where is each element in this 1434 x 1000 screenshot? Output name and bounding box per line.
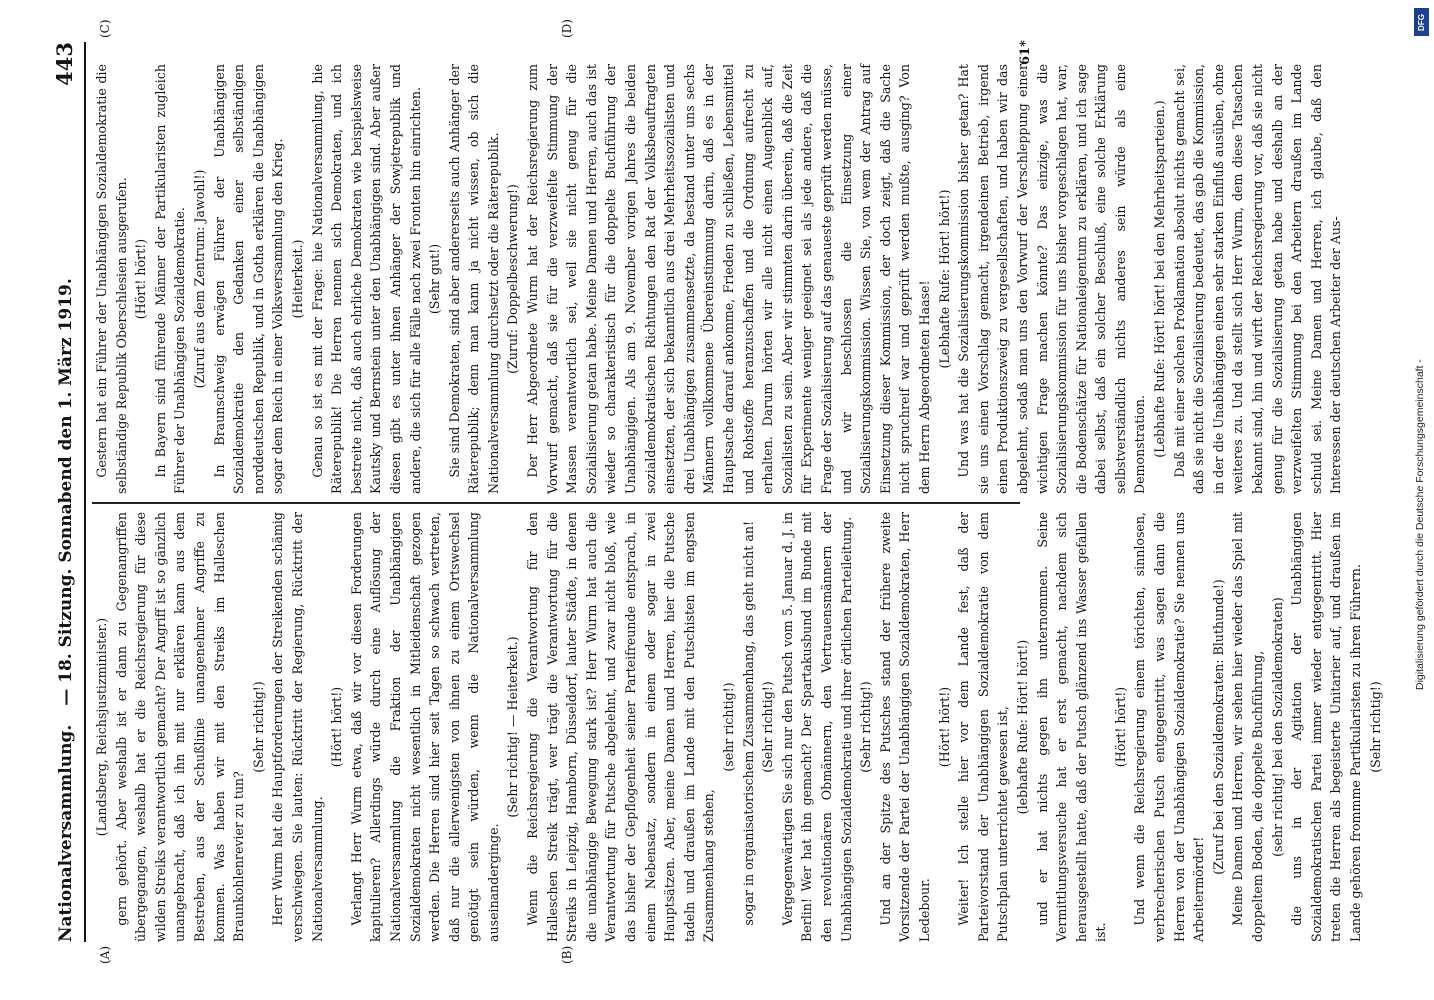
margin-marker-c: (C) [98, 19, 112, 38]
paragraph: die uns in der Agitation der Unabhängigen Sozialdemokratischen Partei immer wieder entgegentritt. Hier treten die Herren als begeisterte Unitarier auf, und draußen im Lande gehören frommme Partikularisten zu ihren Führern. [1289, 512, 1363, 942]
paragraph: In Braunschweig erwägen Führer der Unabhängigen Sozialdemokratie den Gedanken einer selbständigen norddeutschen Republik, und in Gotha erklären die Unabhängigen sogar dem Reich in einer Volksversammlung den Krieg. [211, 64, 286, 494]
paragraph: Und was hat die Sozialisierungskommission bisher getan? Hat sie uns einen Vorschlag gemacht, irgendeinen Betrieb, irgend einen Produktionszweig zu vergesellschaften, und haben wir das abgelehnt, sodaß man uns den Vorwurf der Verschleppung einer wichtigen Frage machen könnte? Das einzige, was die Sozialisierungskommission für uns bisher vorgeschlagen hat, war, die Bodenschätze für Nationaleigentum zu erklären, und ich sage dabei selbst, daß ein solcher Beschluß, eine solche Erklärung selbstverständlich nichts anderes sein würde als eine Demonstration. [956, 64, 1148, 494]
margin-marker-a: (A) [98, 945, 112, 964]
paragraph: Wenn die Reichsregierung die Verantwortung für den Halleschen Streik trägt, wer trägt die Verantwortung für die Streiks in Leipzig, Hamborn, Düsseldorf, lauter Städte, in denen die unabhängige Bewegung stark ist? Herr Wurm hat auch die Verantwortung für Putsche abgelehnt, und zwar nicht bloß, wie das bisher der Gepflogenheit seiner Parteifreunde entsprach, in einem Nebensatz, sondern in einem oder sogar in zwei Hauptsätzen. Aber, meine Damen und Herren, hier die Putsche tadeln und draußen im Lande mit den Putschisten im engsten Zusammenhang stehen, [525, 512, 717, 942]
header-session-date: — 18. Sitzung. Sonnabend den 1. März 1919. [56, 278, 76, 706]
paragraph: (Hört! hört!) [133, 238, 149, 320]
right-column [92, 64, 1344, 494]
paragraph: (Sehr richtig!) [760, 681, 776, 773]
digitization-credit: Digitalisierung gefördert durch die Deutsche Forschungsgemeinschaft - [1414, 359, 1426, 690]
paragraph: Daß mit einer solchen Proklamation absolut nichts gemacht sei, daß sie nicht die Sozialisierung bedeutet, das gab die Kommission, in der die Unabhängigen einen sehr starken Einfluß ausüben, ohne weiteres zu. Und da stellt sich Herr Wurm, dem diese Tatsachen bekannt sind, hin und wirft der Reichsregierung vor, daß sie nicht genug für die Sozialisierung getan habe und deshalb an der verzweifelten Stimmung bei den Arbeitern draußen im Lande schuld sei. Meine Damen und Herren, ich glaube, daß den Interessen der deutschen Arbeiter der Aus- [1171, 64, 1344, 494]
page-number: 443 [52, 42, 77, 86]
paragraph: (sehr richtig!) [721, 682, 736, 772]
paragraph: (Hört! hört!) [1112, 686, 1128, 768]
page-header [50, 42, 86, 942]
paragraph: (Zuruf: Doppelbeschwerung!) [505, 184, 521, 374]
column-divider [92, 503, 1020, 505]
paragraph: (Sehr richtig! — Heiterkeit.) [505, 636, 521, 818]
paragraph: (Zuruf bei den Sozialdemokraten: Bluthunde!) [1210, 579, 1226, 875]
paragraph: (Hört! hört!) [329, 686, 345, 768]
paragraph: Herr Wurm hat die Hauptforderungen der Streikenden schämig verschwiegen. Sie lauten: Rücktritt der Regierung, Rücktritt der Nationalversammlung. [270, 512, 325, 942]
header-left-title: Nationalversammlung. [56, 724, 76, 942]
dfg-logo: DFG [1414, 8, 1429, 36]
paragraph: und er hat nichts gegen ihn unternommen. Seine Vermittlungsversuche hat er erst gemacht, nachdem sich herausgestellt hatte, daß der Putsch glänzend ins Wasser gefallen ist. [1034, 512, 1109, 942]
paragraph: Vergegenwärtigen Sie sich nur den Putsch vom 5. Januar d. J. in Berlin! Wer hat ihn gemacht? Der Spartakusbund im Bunde mit den revolutionären Obmännern, den Vertrauensmännern der Unabhängigen Sozialdemokratie und ihrer örtlichen Parteileitung. [779, 512, 854, 942]
margin-marker-b: (B) [560, 945, 574, 964]
left-column [92, 512, 1383, 942]
paragraph: Meine Damen und Herren, wir sehen hier wieder das Spiel mit doppeltem Boden, die doppelte Buchführung, [1230, 512, 1266, 942]
paragraph: Genau so ist es mit der Frage: hie Nationalversammlung, hie Räterepublik! Die Herren nennen sich Demokraten, und ich bestreite nicht, daß auch ehrliche Demokraten wie beispielsweise Kautsky und Bernstein unter den Unabhängigen sind. Aber außer diesen gibt es unter ihnen Anhänger der Sowjetrepublik und andere, die sich für alle Fälle nach zwei Fronten hin einrichten. [309, 64, 423, 494]
paragraph: (Lebhafte Rufe: Hört! hört! bei den Mehrheitsparteien.) [1152, 100, 1168, 458]
paragraph: (Lebhafte Rufe: Hört! hört!) [936, 189, 952, 369]
paragraph: (Hört! hört!) [936, 686, 952, 768]
paragraph: (Sehr richtig!) [250, 681, 266, 773]
paragraph: Und wenn die Reichsregierung einem törichten, sinnlosen, verbrecherischen Putsch entgegentritt, was sagen dann die Herren von der Unabhängigen Sozialdemokratie? Sie nennen uns Arbeitermörder! [1132, 512, 1207, 942]
paragraph: Der Herr Abgeordnete Wurm hat der Reichsregierung zum Vorwurf gemacht, daß sie für die verzweifelte Stimmung der Massen verantwortlich sei, weil sie nicht genug für die Sozialisierung getan habe. Meine Damen und Herren, auch das ist wieder so charakteristisch für die doppelte Buchführung der Unabhängigen. Als am 9. November vorigen Jahres die beiden sozialdemokratischen Richtungen den Rat der Volksbeauftragten einsetzten, der sich bekanntlich aus drei Mehrheitssozialisten und drei Unabhängigen zusammensetzte, da bestand unter uns sechs Männern vollkommene Übereinstimmung darin, daß es in der Hauptsache darauf ankomme, Frieden zu schließen, Lebensmittel und Rohstoffe heranzuschaffen und die Ordnung aufrecht zu erhalten. Darum hörten wir alle nicht einen Augenblick auf, Sozialisten zu sein. Aber wir stimmten darin überein, daß die Zeit für Experimente weniger geeignet sei als jede andere, daß die Frage der Sozialisierung auf das genaueste geprüft werden müsse, und wir beschlossen die Einsetzung einer Sozialisierungskommission. Wissen Sie, von wem der Antrag auf Einsetzung dieser Kommission, der doch zeigt, daß die Sache nicht spruchreif war und geprüft werden mußte, ausging? Von dem Herrn Abgeordneten Haase! [525, 64, 932, 494]
digitization-sidebar [1408, 0, 1434, 1000]
paragraph: Verlangt Herr Wurm etwa, daß wir vor diesen Forderungen kapitulieren? Allerdings würde durch eine Auflösung der Nationalversammlung die Fraktion der Unabhängigen Sozialdemokraten nicht wesentlich in Mitleidenschaft gezogen werden. Die Herren sind hier seit Tagen so schwach vertreten, daß nur die allerwenigsten von ihnen zu einem Ortswechsel genötigt sein würden, wenn die Nationalversammlung auseinanderginge. [348, 512, 501, 942]
paragraph: Weiter! Ich stelle hier vor dem Lande fest, daß der Parteivorstand der Unabhängigen Sozialdemokratie von dem Putschplan unterrichtet gewesen ist, [956, 512, 1011, 942]
paragraph: (Sehr gut!) [427, 243, 443, 315]
paragraph: (Sehr richtig!) [1367, 681, 1383, 773]
paragraph: Und an der Spitze des Putsches stand der frühere zweite Vorsitzende der Partei der Unabhängigen Sozialdemokraten, Herr Ledebour. [877, 512, 932, 942]
paragraph: sogar in organisatorischem Zusammenhang, das geht nicht an! [740, 520, 756, 926]
margin-marker-d: (D) [560, 19, 574, 38]
paragraph: (Zuruf aus dem Zentrum: Jawohl!) [191, 169, 207, 389]
paragraph: (lebhafte Rufe: Hört! hört!) [1014, 639, 1030, 815]
signature-mark: 61* [1018, 40, 1033, 65]
paragraph: In Bayern sind führende Männer der Partikularisten zugleich Führer der Unabhängigen Sozialdemokratie. [152, 64, 188, 494]
paragraph: gern gehört. Aber weshalb ist er dann zu Gegenangriffen übergegangen, weshalb hat er die Reichsregierung für diese wilden Streiks verantwortlich gemacht? Der Angriff ist so gänzlich unangebracht, daß ich ihn mit nur erklären kann aus dem Bestreben, aus der Schußlinie unangenehmer Angriffe zu kommen. Was haben wir mit den Streiks im Halleschen Braunkohlenrevier zu tun? [113, 512, 247, 942]
paragraph: (sehr richtig! bei den Sozialdemokraten) [1269, 597, 1285, 857]
paragraph: (Heiterkeit.) [289, 239, 305, 319]
paragraph: (Sehr richtig!) [858, 681, 874, 773]
paragraph: (Landsberg, Reichsjustizminister.) [94, 617, 109, 837]
paragraph: Sie sind Demokraten, sind aber andererseits auch Anhänger der Räterepublik; denn man kann ja nicht wissen, ob sich die Nationalversammlung durchsetzt oder die Räterepublik. [446, 64, 501, 494]
paragraph: Gestern hat ein Führer der Unabhängigen Sozialdemokratie die selbständige Republik Oberschlesien ausgerufen. [94, 64, 129, 494]
